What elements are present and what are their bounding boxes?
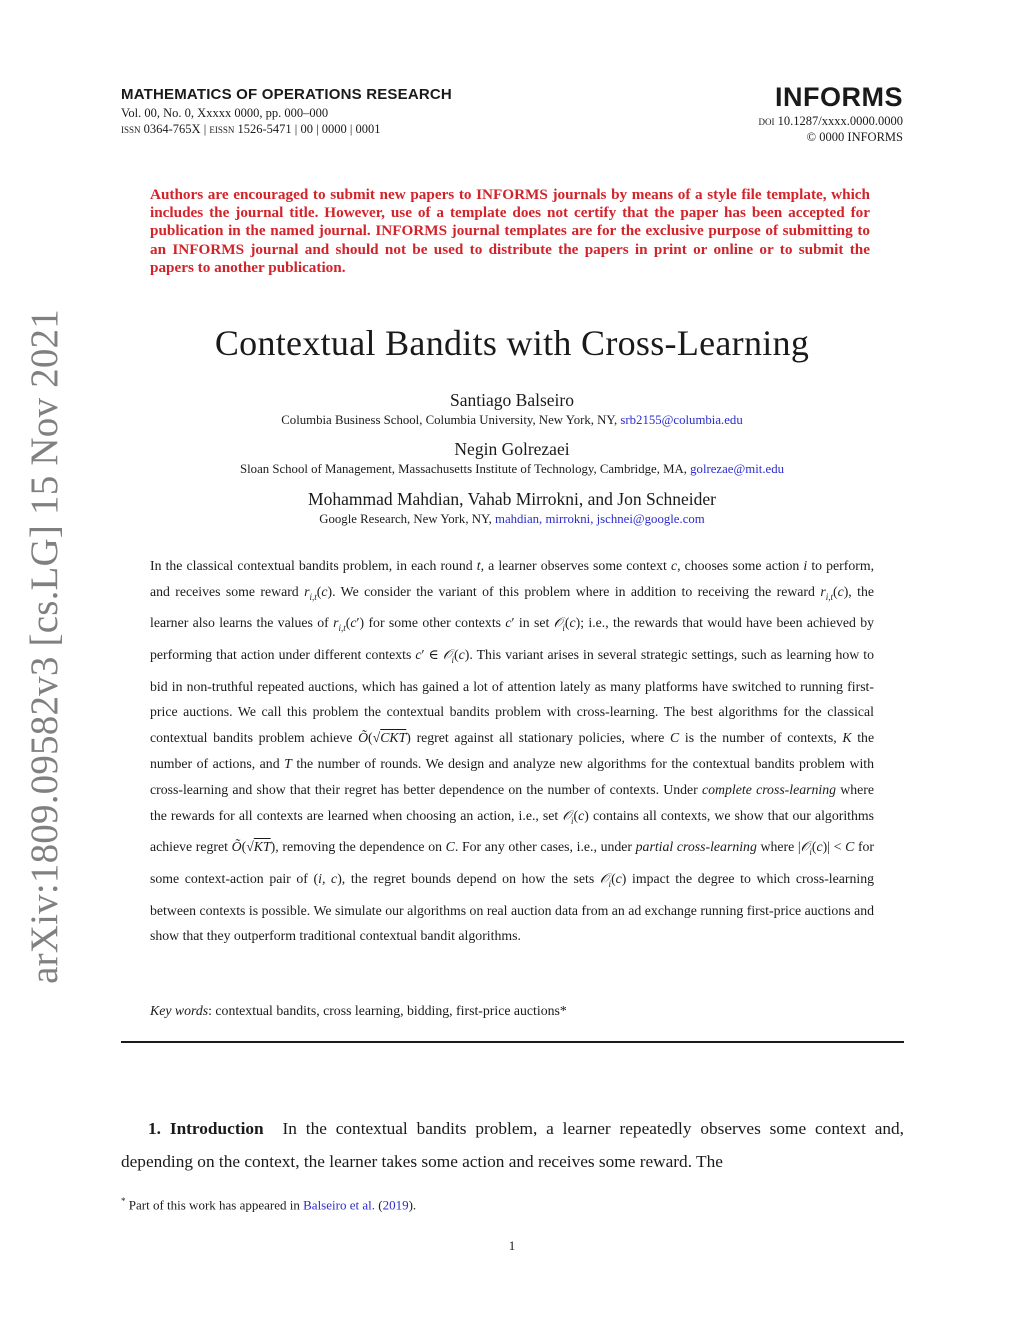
abstract-text: impact the degree to which cross-learning between contexts is possible. We simulate our algorithms on real auction data from an ad exchange running first-price auctions and show that they outperform traditional contextual bandit algorithms.	[150, 871, 874, 944]
doi-label: doi	[758, 114, 775, 128]
abstract-text: is the number of contexts,	[684, 730, 837, 746]
journal-issn-line: issn 0364-765X | eissn 1526-5471 | 00 | 0000 | 0001	[121, 122, 381, 136]
section-title: Introduction	[169, 1119, 264, 1138]
issn-tail: 00 | 0000 | 0001	[300, 122, 381, 136]
author-name: Negin Golrezaei	[454, 439, 570, 459]
author-name: Santiago Balseiro	[450, 390, 574, 410]
author-affiliation	[0, 413, 1024, 428]
abstract-text: ; i.e., the rewards that would have been achieved by performing that action under different contexts	[150, 615, 875, 663]
citation-year-link[interactable]: 2019	[382, 1197, 409, 1213]
issn-value: 0364-765X	[143, 122, 201, 136]
abstract-text: to perform, and receives some reward	[150, 558, 875, 599]
abstract-emphasis: partial cross-learning	[635, 839, 757, 855]
abstract-text: regret against all stationary policies, where	[416, 730, 665, 746]
author-email-link[interactable]: mahdian, mirrokni, jschnei@google.com	[494, 512, 705, 526]
abstract-text: , chooses some action	[677, 558, 800, 573]
page-number: 1	[508, 1238, 516, 1253]
eissn-value: 1526-5471	[237, 122, 292, 136]
abstract-text: , a learner observes some context	[480, 558, 667, 573]
affiliation-text: Columbia Business School, Columbia University, New York, NY,	[281, 413, 618, 427]
author-affiliation	[0, 462, 1024, 477]
abstract-text: for some other contexts	[368, 615, 502, 631]
doi-line	[759, 114, 903, 129]
footnote: * Part of this work has appeared in Balseiro et al. (2019).	[121, 1196, 417, 1213]
abstract-emphasis: complete cross-learning	[702, 782, 837, 797]
journal-volume-line: Vol. 00, No. 0, Xxxxx 0000, pp. 000–000	[121, 106, 329, 120]
introduction-text: In the contextual bandits problem, a learner repeatedly observes some context and, depending on the context, the learner takes some action and receives some reward. The	[121, 1119, 905, 1171]
keywords-line: Key words: contextual bandits, cross learning, bidding, first-price auctions*	[150, 1003, 567, 1018]
author-name: Mohammad Mahdian, Vahab Mirrokni, and Jon Schneider	[308, 489, 716, 509]
footnote-text: Part of this work has appeared in	[128, 1197, 300, 1213]
abstract-text: the number of rounds. We design and analyze new algorithms for the contextual bandits problem with cross-learning and show that their regret has better dependence on the number of contexts. Under	[150, 756, 875, 797]
affiliation-text: Google Research, New York, NY,	[319, 512, 492, 526]
keywords-list: contextual bandits, cross learning, bidding, first-price auctions*	[215, 1003, 567, 1018]
copyright-line: © 0000 INFORMS	[806, 130, 903, 144]
abstract-text: . For any other cases, i.e., under	[454, 839, 632, 855]
issn-label: issn	[121, 122, 141, 136]
section-number: 1.	[148, 1119, 161, 1138]
abstract-text: , the regret bounds depend on how the sets	[341, 871, 595, 887]
abstract-text: , removing the dependence on	[275, 839, 442, 855]
abstract-text: , the learner also learns the values of	[150, 583, 874, 631]
footnote-marker: *	[121, 1196, 126, 1206]
abstract-text: In the classical contextual bandits problem, in each round	[150, 558, 473, 573]
author-affiliation	[0, 512, 1024, 527]
abstract-text: the number of actions, and	[150, 730, 875, 772]
footnote-end: .	[412, 1197, 417, 1213]
abstract-text: where	[760, 839, 795, 855]
introduction-paragraph	[121, 1113, 904, 1178]
arxiv-stamp-text: arXiv:1809.09582v3 [cs.LG] 15 Nov 2021	[22, 308, 66, 984]
publisher-logo: INFORMS	[775, 82, 903, 112]
journal-name: MATHEMATICS OF OPERATIONS RESEARCH	[121, 86, 452, 103]
abstract-text: . We consider the variant of this problem where in addition to receiving the reward	[332, 583, 815, 599]
abstract-text: where the rewards for all contexts are learned when choosing an action, i.e., set	[150, 782, 875, 823]
section-heading	[148, 1119, 264, 1138]
author-email-link[interactable]: golrezae@mit.edu	[690, 462, 784, 476]
abstract-text: for some context-action pair of	[150, 839, 875, 887]
affiliation-text: Sloan School of Management, Massachusetts Institute of Technology, Cambridge, MA,	[240, 462, 687, 476]
paper-title: Contextual Bandits with Cross-Learning	[214, 323, 810, 363]
doi-value: 10.1287/xxxx.0000.0000	[777, 114, 903, 128]
abstract-divider	[121, 1041, 904, 1043]
abstract-text: in set	[518, 615, 550, 631]
citation-link[interactable]: Balseiro et al.	[303, 1197, 375, 1213]
abstract-text: contains all contexts, we show that our algorithms achieve regret	[150, 807, 874, 855]
keywords-label: Key words	[150, 1003, 209, 1018]
abstract-text: . This variant arises in several strategic settings, such as learning how to bid in non-truthful repeated auctions, which has gained a lot of attention lately as many platforms have switched to running first-price auctions. We call this problem the contextual bandits problem with cross-learning. The best algorithms for the classical contextual bandits problem achieve	[150, 647, 874, 746]
template-notice: Authors are encouraged to submit new papers to INFORMS journals by means of a style file template, which includes the journal title. However, use of a template does not certify that the paper has been accepted for publication in the named journal. INFORMS journal templates are for the exclusive purpose of submitting to an INFORMS journal and should not be used to distribute the papers in print or online or to submit the papers to another publication.	[150, 186, 870, 276]
author-email-link[interactable]: srb2155@columbia.edu	[620, 413, 743, 427]
abstract: In the classical contextual bandits problem, in each round t, a learner observes some context c, chooses some action i to perform, and receives some reward $r_{i,t}(c)$. We consider the variant of this problem where in addition to receiving the reward $r_{i,t}(c)$, the learner also learns the values of $r_{i,t}(c')$ for some other contexts c′ in set 𝒪$_i$(c); i.e., the rewards that would have been achieved by performing that action under different contexts c′ ∈ 𝒪$_i$(c). This variant arises in several strategic settings, such as learning how to bid in non-truthful repeated auctions, which has gained a lot of attention lately as many platforms have switched to running first-price auctions. We call this problem the contextual bandits problem with cross-learning. The best algorithms for the classical contextual bandits problem achieve Õ(√CKT) regret against all stationary policies, where C is the number of contexts, K the number of actions, and T the number of rounds. We design and analyze new algorithms for the contextual bandits problem with cross-learning and show that their regret has better dependence on the number of contexts. Under complete cross-learning where the rewards for all contexts are learned when choosing an action, i.e., set 𝒪$_i$(c) contains all contexts, we show that our algorithms achieve regret Õ(√KT), removing the dependence on C. For any other cases, i.e., under partial cross-learning where |𝒪$_i$(c)| < C for some context-action pair of (i, c), the regret bounds depend on how the sets 𝒪$_i$(c) impact the degree to which cross-learning between contexts is possible. We simulate our algorithms on real auction data from an ad exchange running first-price auctions and show that they outperform traditional contextual bandit algorithms.	[150, 558, 875, 944]
eissn-label: eissn	[209, 122, 235, 136]
